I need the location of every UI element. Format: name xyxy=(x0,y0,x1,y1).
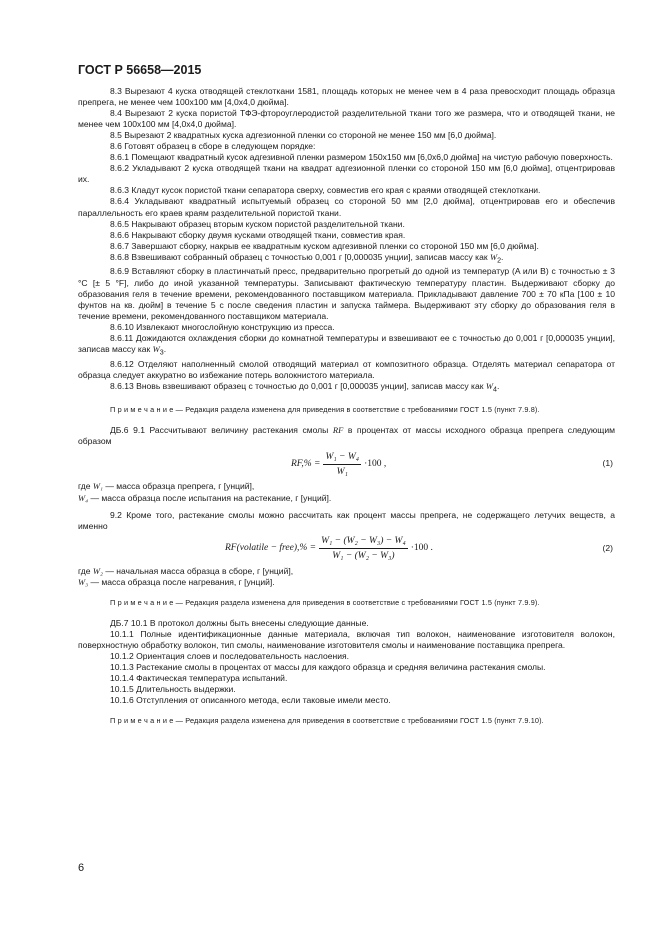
paragraph-10-1-6: 10.1.6 Отступления от описанного метода, если таковые имели место. xyxy=(110,695,391,706)
page-number: 6 xyxy=(78,862,85,874)
paragraph-db6: ДБ.6 9.1 Рассчитывают величину растекания смолы RF в процентах от массы исходного образца препрега следующим образом xyxy=(78,425,615,447)
formula-2-fraction: $\frac{\text{W₁ − (W₂ − W₃) − W₄}}{\text{W₁ − (W₂ − W₃)}}$ xyxy=(321,536,406,562)
paragraph-8-6-9: 8.6.9 Вставляют сборку в пластинчатый пресс, предварительно прогретый до одной из температур (A или B) с точностью ± 3 °C [± 5 °F], либо до иной указанной температуры. Записывают фактическую температуру пластин. Выдерживают сборку до образования геля в течение времени, рекомендованного поставщиком материала. Прикладывают давление 700 ± 70 кПа [100 ± 10 фунтов на кв. дюйм] в течение 5 с после сведения пластин и запуска таймера. Выдерживают эту сборку до образования геля в течение времени, рекомендованного поставщиком материала. xyxy=(78,266,615,321)
paragraph-9-2: 9.2 Кроме того, растекание смолы можно рассчитать как процент массы препрега, не содержащего летучих веществ, а именно xyxy=(78,509,615,531)
formula-1-fraction: $\frac{\text{W₁ − W₄}}{\text{W₁}}$ xyxy=(325,451,360,477)
paragraph-db7: ДБ.7 10.1 В протокол должны быть внесены следующие данные. xyxy=(110,617,369,628)
paragraph-8-6-5: 8.6.5 Накрывают образец вторым куском пористой разделительной ткани. xyxy=(110,218,405,229)
document-header: ГОСТ Р 56658—2015 xyxy=(78,63,202,77)
note-2: П р и м е ч а н и е — Редакция раздела изменена для приведения в соответствие с требованиями ГОСТ 1.5 (пункт 7.9.9). xyxy=(110,597,540,607)
formula-2-number: (2) xyxy=(602,542,613,553)
paragraph-8-6-12: 8.6.12 Отделяют наполненный смолой отводящий материал от композитного образца. Отделять материал сепаратора от образца следует аккуратно во избежание потерь волокнистого материала. xyxy=(78,358,615,380)
document-body xyxy=(78,86,615,726)
paragraph-8-6: 8.6 Готовят образец в сборе в следующем порядке: xyxy=(110,141,316,152)
paragraph-10-1-3: 10.1.3 Растекание смолы в процентах от массы для каждого образца и средняя величина растекания смолы. xyxy=(110,661,546,672)
paragraph-8-6-10: 8.6.10 Извлекают многослойную конструкцию из пресса. xyxy=(110,321,335,332)
paragraph-8-6-13: 8.6.13 Вновь взвешивают образец с точностью до 0,001 г [0,000035 унции], записав массу как $W_4$. xyxy=(110,380,500,394)
paragraph-8-6-11: 8.6.11 Дожидаются охлаждения сборки до комнатной температуры и взвешивают ее с точностью до 0,001 г [0,000035 унции], записав массу как $W_3$. xyxy=(78,332,615,357)
paragraph-8-6-4: 8.6.4 Укладывают квадратный испытуемый образец со стороной 50 мм [2,0 дюйма], отцентрировав его и обеспечив параллельность его краев краям разделительной пористой ткани. xyxy=(78,196,615,218)
formula-1-number: (1) xyxy=(602,458,613,469)
note-3: П р и м е ч а н и е — Редакция раздела изменена для приведения в соответствие с требованиями ГОСТ 1.5 (пункт 7.9.10). xyxy=(110,716,544,726)
legend-1-w1: где W₁ — масса образца препрега, г [унций], xyxy=(78,481,255,492)
formula-2-lhs: RF(volatile − free),% = xyxy=(225,543,317,554)
note-1: П р и м е ч а н и е — Редакция раздела изменена для приведения в соответствие с требованиями ГОСТ 1.5 (пункт 7.9.8). xyxy=(110,405,540,415)
formula-1-lhs: RF,% = xyxy=(291,458,321,469)
paragraph-10-1-4: 10.1.4 Фактическая температура испытаний. xyxy=(110,672,288,683)
paragraph-8-6-6: 8.6.6 Накрывают сборку двумя кусками отводящей ткани, совместив края. xyxy=(110,229,406,240)
formula-1: RF,% = $\frac{\text{W₁ − W₄}}{\text{W₁}}$ ·100 , (1) xyxy=(291,451,613,477)
paragraph-8-6-1: 8.6.1 Помещают квадратный кусок адгезивной пленки размером 150x150 мм [6,0x6,0 дюйма] на чистую рабочую поверхность. xyxy=(110,152,613,163)
paragraph-10-1-2: 10.1.2 Ориентация слоев и последовательность наслоения. xyxy=(110,650,349,661)
paragraph-10-1-1: 10.1.1 Полные идентификационные данные материала, включая тип волокон, наименование изготовителя волокон, поверхностную обработку волокон, тип смолы, наименование изготовителя смолы и наименование поставщика препрега. xyxy=(78,628,615,650)
paragraph-8-4: 8.4 Вырезают 2 куска пористой ТФЭ-фтороуглеродистой разделительной ткани того же размера, что и отводящей ткани, не менее чем 100x100 мм [4,0x4,0 дюйма]. xyxy=(78,108,615,130)
paragraph-10-1-5: 10.1.5 Длительность выдержки. xyxy=(110,684,236,695)
legend-2-w2: где W₂ — начальная масса образца в сборе, г [унций], xyxy=(78,565,294,576)
formula-2: RF(volatile − free),% = $\frac{\text{W₁ − (W₂ − W₃) − W₄}}{\text{W₁ − (W₂ − W₃)}}$ ·100 . (2) xyxy=(225,536,613,562)
paragraph-8-3: 8.3 Вырезают 4 куска отводящей стеклоткани 1581, площадь которых не менее чем в 4 раза превосходит площадь образца препрега, не менее чем 100x100 мм [4,0x4,0 дюйма]. xyxy=(78,86,615,108)
paragraph-8-5: 8.5 Вырезают 2 квадратных куска адгезионной пленки со стороной не менее 150 мм [6,0 дюйма]. xyxy=(110,130,497,141)
paragraph-8-6-3: 8.6.3 Кладут кусок пористой ткани сепаратора сверху, совместив его края с краями отводящей стеклоткани. xyxy=(110,185,541,196)
paragraph-8-6-2: 8.6.2 Укладывают 2 куска отводящей ткани на квадрат адгезионной пленки со стороной 150 мм [6,0 дюйма], отцентрировав их. xyxy=(78,163,615,185)
legend-2-w3: W₃ — масса образца после нагревания, г [унций]. xyxy=(78,576,275,587)
paragraph-8-6-8: 8.6.8 Взвешивают собранный образец с точностью 0,001 г [0,000035 унции], записав массу как $W_2$. xyxy=(110,251,504,265)
legend-1-w4: W₄ — масса образца после испытания на растекание, г [унций]. xyxy=(78,492,332,503)
paragraph-8-6-7: 8.6.7 Завершают сборку, накрыв ее квадратным куском адгезивной пленки со стороной 150 мм [6,0 дюйма]. xyxy=(110,240,539,251)
